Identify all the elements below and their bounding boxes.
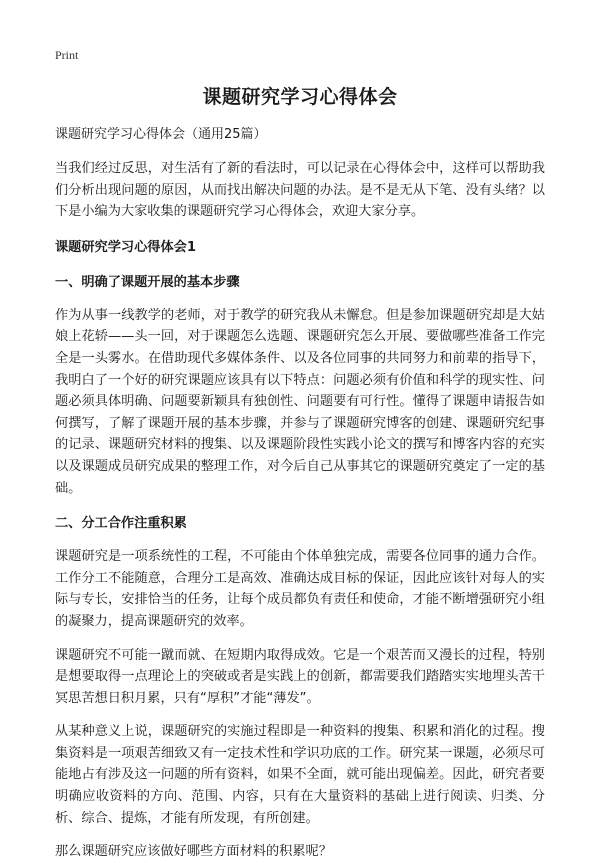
heading-two: 二、分工合作注重积累	[55, 516, 187, 532]
paragraph-five: 那么课题研究应该做好哪些方面材料的积累呢？	[55, 844, 332, 860]
paragraph-two: 课题研究是一项系统性的工程，不可能由个体单独完成，需要各位同事的通力合作。工作分工不能随意，合理分工是高效、准确达成目标的保证，因此应该针对每人的实际与专长，安排恰当的任务，让每个成员都负有责任和使命，才能不断增强研究小组的凝聚力，提高课题研究的效率。	[55, 549, 545, 629]
section-title: 课题研究学习心得体会1	[55, 239, 197, 255]
intro-paragraph: 当我们经过反思，对生活有了新的看法时，可以记录在心得体会中，这样可以帮助我们分析出现问题的原因，从而找出解决问题的办法。是不是无从下笔、没有头绪？以下是小编为大家收集的课题研究学习心得体会，欢迎大家分享。	[55, 161, 545, 220]
paragraph-one: 作为从事一线教学的老师，对于教学的研究我从未懈怠。但是参加课题研究却是大姑娘上花轿——头一回，对于课题怎么选题、课题研究怎么开展、要做哪些准备工作完全是一头雾水。在借助现代多媒体条件、以及各位同事的共同努力和前辈的指导下，我明白了一个好的研究课题应该具有以下特点：问题必须有价值和科学的现实性、问题必须具体明确、问题要新颖具有独创性、问题要有可行性。懂得了课题申请报告如何撰写，了解了课题开展的基本步骤，并参与了课题研究博客的创建、课题研究纪事的记录、课题研究材料的搜集、以及课题阶段性实践小论文的撰写和博客内容的充实以及课题成员研究成果的整理工作，对今后自己从事其它的课题研究奠定了一定的基础。	[55, 307, 545, 496]
paragraph-three: 课题研究不可能一蹴而就、在短期内取得成效。它是一个艰苦而又漫长的过程，特别是想要取得一点理论上的突破或者是实践上的创新，都需要我们踏踏实实地埋头苦干冥思苦想日积月累，只有“厚积”才能“薄发”。	[55, 647, 545, 706]
document-subtitle: 课题研究学习心得体会（通用25篇）	[55, 127, 267, 142]
document-title: 课题研究学习心得体会	[202, 86, 398, 108]
heading-one: 一、明确了课题开展的基本步骤	[55, 274, 240, 290]
paragraph-four: 从某种意义上说，课题研究的实施过程即是一种资料的搜集、积累和消化的过程。搜集资料是一项艰苦细致又有一定技术性和学识功底的工作。研究某一课题，必须尽可能地占有涉及这一问题的所有资料，如果不全面，就可能出现偏差。因此，研究者要明确应收资料的方向、范围、内容，只有在大量资料的基础上进行阅读、归类、分析、综合、提炼，才能有所发现，有所创建。	[55, 724, 545, 826]
print-link[interactable]: Print	[55, 48, 79, 62]
